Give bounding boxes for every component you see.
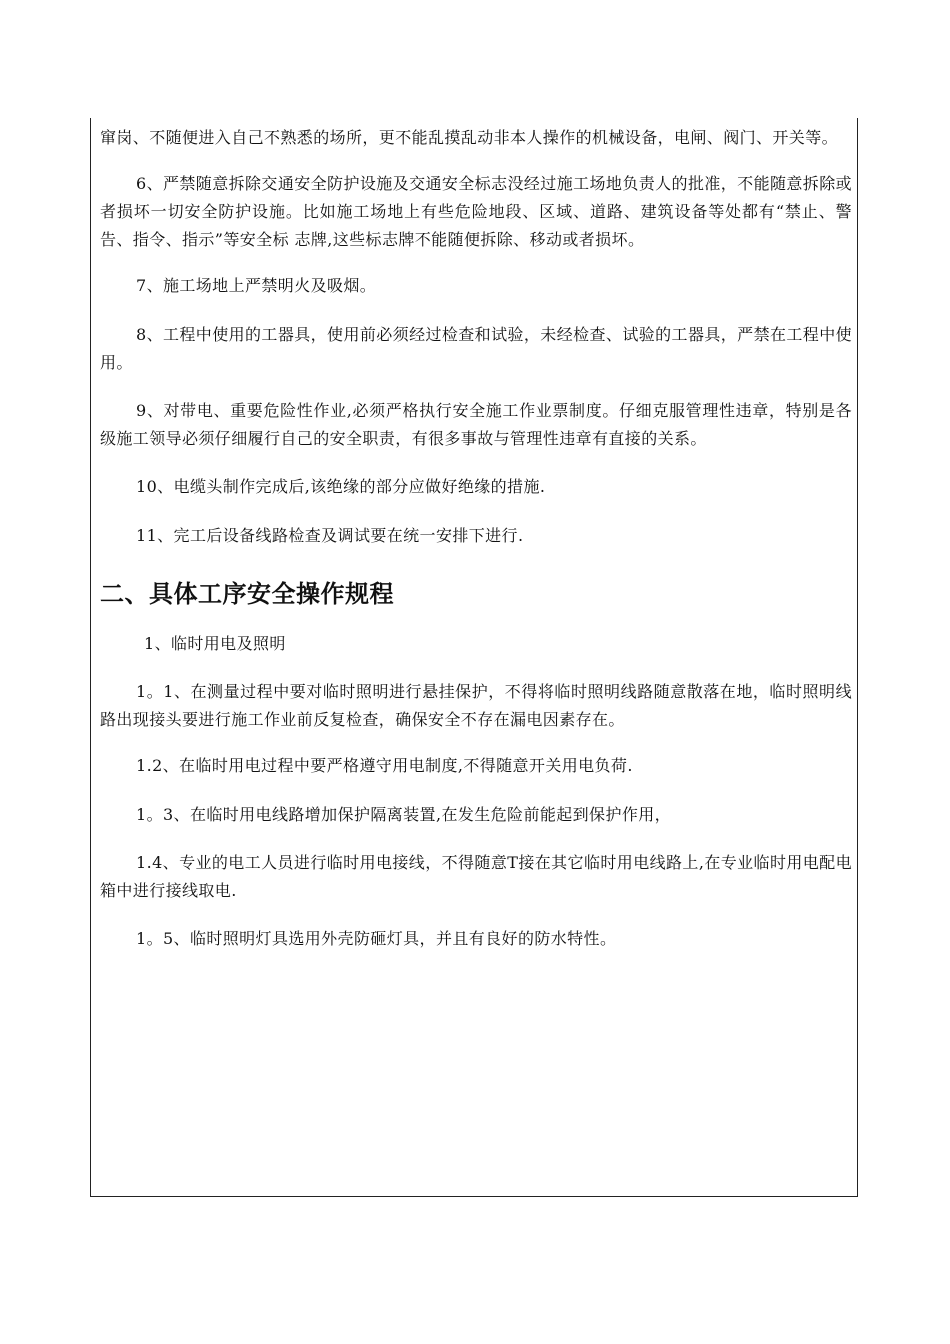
- subsection-title: 1、临时用电及照明: [144, 634, 286, 653]
- paragraph-1-4: 1.4、专业的电工人员进行临时用电接线，不得随意T接在其它临时用电线路上,在专业临时用电配电箱中进行接线取电.: [100, 853, 852, 900]
- paragraph-item-9: 9、对带电、重要危险性作业,必须严格执行安全施工作业票制度。仔细克服管理性违章，特别是各级施工领导必须仔细履行自己的安全职责，有很多事故与管理性违章有直接的关系。: [100, 401, 852, 448]
- paragraph-item-11: 11、完工后设备线路检查及调试要在统一安排下进行.: [136, 526, 524, 545]
- paragraph-item-8: 8、工程中使用的工器具，使用前必须经过检查和试验，未经检查、试验的工器具，严禁在工程中使用。: [100, 325, 852, 372]
- paragraph-1-3: 1。3、在临时用电线路增加保护隔离装置,在发生危险前能起到保护作用，: [136, 805, 672, 824]
- paragraph-1-2: 1.2、在临时用电过程中要严格遵守用电制度,不得随意开关用电负荷.: [136, 756, 633, 775]
- paragraph-item-7: 7、施工场地上严禁明火及吸烟。: [136, 276, 377, 295]
- paragraph-item-6: 6、严禁随意拆除交通安全防护设施及交通安全标志没经过施工场地负责人的批准，不能随意拆除或者损坏一切安全防护设施。比如施工场地上有些危险地段、区域、道路、建筑设备等处都有“禁止、警告、指令、指示”等安全标 志牌,这些标志牌不能随便拆除、移动或者损坏。: [100, 174, 852, 249]
- paragraph-continuation: 窜岗、不随便进入自己不熟悉的场所，更不能乱摸乱动非本人操作的机械设备，电闸、阀门、开关等。: [100, 128, 839, 147]
- paragraph-1-5: 1。5、临时照明灯具选用外壳防砸灯具，并且有良好的防水特性。: [136, 929, 617, 948]
- document-body: [100, 124, 852, 953]
- paragraph-item-10: 10、电缆头制作完成后,该绝缘的部分应做好绝缘的措施.: [136, 477, 546, 496]
- paragraph-1-1: 1。1、在测量过程中要对临时照明进行悬挂保护，不得将临时照明线路随意散落在地，临时照明线路出现接头要进行施工作业前反复检查，确保安全不存在漏电因素存在。: [100, 682, 852, 729]
- section-heading: 二、具体工序安全操作规程: [100, 580, 394, 608]
